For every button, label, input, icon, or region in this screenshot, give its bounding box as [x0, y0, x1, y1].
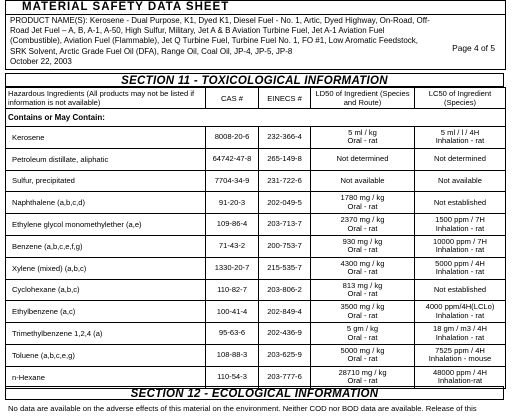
- cas-number: 95-63-6: [218, 328, 246, 338]
- cell-ld50: [311, 192, 415, 214]
- ld50-value: 5 ml / kg: [348, 127, 377, 137]
- lc50-value: 7525 ppm / 4H: [435, 345, 485, 355]
- ingredient-name: Xylene (mixed) (a,b,c): [12, 263, 87, 273]
- cell-cas: [206, 279, 259, 301]
- cell-cas: [206, 148, 259, 170]
- lc50-value: 10000 ppm / 7H: [432, 236, 488, 246]
- cell-ingredient: [6, 279, 206, 301]
- lc50-value: 5 ml / l / 4H: [440, 127, 480, 137]
- cell-cas: [206, 127, 259, 149]
- cell-ld50: [311, 257, 415, 279]
- cell-einecs: [259, 301, 311, 323]
- lc50-value: Not determined: [434, 153, 486, 163]
- cell-lc50: [415, 235, 506, 257]
- cell-ld50: [311, 279, 415, 301]
- ld50-value: 3500 mg / kg: [340, 302, 385, 312]
- ingredient-name: Ethylene glycol monomethylether (a,e): [12, 220, 142, 230]
- table-row: [6, 235, 506, 257]
- cell-cas: [206, 323, 259, 345]
- ld50-route: Oral - rat: [347, 136, 378, 146]
- ingredient-name: Sulfur, precipitated: [12, 176, 75, 186]
- cell-einecs: [259, 323, 311, 345]
- ld50-value: 4300 mg / kg: [340, 258, 385, 268]
- cell-ingredient: [6, 366, 206, 388]
- einecs-number: 203-713-7: [267, 219, 302, 229]
- lc50-route: Inhalation - rat: [435, 310, 485, 320]
- cell-ld50: [311, 214, 415, 236]
- header-cas: CAS #: [206, 88, 259, 109]
- cell-ld50: [311, 344, 415, 366]
- cell-cas: [206, 366, 259, 388]
- cas-number: 110-82-7: [217, 284, 247, 294]
- ingredient-name: Trimethylbenzene 1,2,4 (a): [12, 329, 103, 339]
- einecs-number: 203-806-2: [267, 284, 302, 294]
- product-names-label: PRODUCT NAME(S):: [10, 16, 88, 25]
- einecs-number: 265-149-8: [267, 153, 302, 163]
- cell-ingredient: [6, 192, 206, 214]
- cell-einecs: [259, 170, 311, 192]
- cell-lc50: [415, 148, 506, 170]
- einecs-number: 203-625-9: [267, 350, 302, 360]
- ingredient-name: n-Hexane: [12, 372, 45, 382]
- einecs-number: 203-777-6: [267, 371, 302, 381]
- header-lc50: LC50 of Ingredient (Species): [415, 88, 506, 109]
- ld50-value: 930 mg / kg: [342, 236, 383, 246]
- ld50-route: Oral - rat: [347, 267, 378, 277]
- einecs-number: 202-049-5: [267, 197, 302, 207]
- lc50-value: 18 gm / m3 / 4H: [432, 324, 488, 334]
- cell-ingredient: [6, 127, 206, 149]
- ld50-route: Oral - rat: [347, 376, 378, 386]
- ingredient-name: Benzene (a,b,c,e,f,g): [12, 241, 83, 251]
- cell-ingredient: [6, 257, 206, 279]
- lc50-route: Inhalation - rat: [435, 267, 485, 277]
- ingredient-name: Cyclohexane (a,b,c): [12, 285, 80, 295]
- sheet-title: MATERIAL SAFETY DATA SHEET: [22, 1, 230, 13]
- cell-ld50: [311, 301, 415, 323]
- header-ld50: LD50 of Ingredient (Species and Route): [311, 88, 415, 109]
- lc50-value: Not available: [438, 175, 482, 185]
- cell-lc50: [415, 344, 506, 366]
- cell-einecs: [259, 214, 311, 236]
- table-row: [6, 170, 506, 192]
- ld50-value: 5 gm / kg: [346, 324, 379, 334]
- cell-einecs: [259, 344, 311, 366]
- cell-einecs: [259, 148, 311, 170]
- cell-ingredient: [6, 301, 206, 323]
- section-12-title: SECTION 12 - ECOLOGICAL INFORMATION: [5, 386, 504, 400]
- ld50-value: Not available: [340, 175, 385, 185]
- einecs-number: 231-722-6: [267, 175, 302, 185]
- table-row: [6, 148, 506, 170]
- ld50-route: Oral - rat: [347, 245, 378, 255]
- cell-ingredient: [6, 323, 206, 345]
- header-ingredients: Hazardous Ingredients (All products may not be listed if information is not available): [6, 88, 206, 109]
- lc50-route: Inhalation-rat: [437, 376, 483, 386]
- cell-cas: [206, 192, 259, 214]
- document-date: October 22, 2003: [10, 57, 72, 66]
- header-einecs: EINECS #: [259, 88, 311, 109]
- cell-ld50: [311, 127, 415, 149]
- ld50-route: Oral - rat: [347, 332, 378, 342]
- ld50-value: 28710 mg / kg: [338, 367, 387, 377]
- cell-lc50: [415, 127, 506, 149]
- ld50-route: Oral - rat: [347, 354, 378, 364]
- cell-cas: [206, 257, 259, 279]
- ld50-route: Oral - rat: [347, 223, 378, 233]
- lc50-route: Inhalation - rat: [435, 136, 485, 146]
- einecs-number: 200-753-7: [267, 241, 302, 251]
- ingredient-name: Toluene (a,b,c,e,g): [12, 350, 75, 360]
- sheet-header: [5, 0, 506, 15]
- table-row: [6, 257, 506, 279]
- cell-einecs: [259, 279, 311, 301]
- cell-ld50: [311, 323, 415, 345]
- lc50-value: 5000 ppm / 4H: [435, 258, 485, 268]
- lc50-value: 1500 ppm / 7H: [435, 215, 485, 225]
- lc50-value: Not established: [433, 284, 487, 294]
- ingredient-name: Ethylbenzene (a,c): [12, 307, 76, 317]
- page-number: Page 4 of 5: [452, 43, 495, 53]
- cell-einecs: [259, 235, 311, 257]
- ld50-route: Oral - rat: [347, 310, 378, 320]
- cell-lc50: [415, 301, 506, 323]
- cas-number: 71-43-2: [218, 241, 246, 251]
- lc50-value: 48000 ppm / 4H: [432, 367, 488, 377]
- cell-lc50: [415, 323, 506, 345]
- cell-einecs: [259, 257, 311, 279]
- cell-lc50: [415, 279, 506, 301]
- cell-ingredient: [6, 344, 206, 366]
- lc50-route: Inhalation - rat: [435, 223, 485, 233]
- cas-number: 8008-20-6: [214, 132, 250, 142]
- cell-einecs: [259, 127, 311, 149]
- cell-ld50: [311, 235, 415, 257]
- group-label: Contains or May Contain:: [6, 109, 506, 127]
- ld50-route: Oral - rat: [347, 288, 378, 298]
- table-row: [6, 344, 506, 366]
- cas-number: 109-86-4: [216, 219, 248, 229]
- table-row: [6, 127, 506, 149]
- table-row: [6, 323, 506, 345]
- cell-ingredient: [6, 170, 206, 192]
- table-header-row: [6, 88, 506, 109]
- ld50-value: Not determined: [336, 153, 389, 163]
- cell-lc50: [415, 366, 506, 388]
- cas-number: 1330-20-7: [214, 262, 250, 272]
- cell-cas: [206, 214, 259, 236]
- cell-cas: [206, 170, 259, 192]
- product-names-text: Kerosene - Dual Purpose, K1, Dyed K1, Diesel Fuel - No. 1, Artic, Dyed Highway, On-Road, Off-Road Jet Fuel – A, B, A-1, A-50, High Sulfur, Military, Jet A & B Aviation Turbine Fuel, Jet A-1 Aviation Fuel (Combustible), Aviation Fuel (Flammable), Jet Q Turbine Fuel, Turbine Fuel No. 1, FO #1, Low Aromatic Feedstock, SRK Solvent, Arctic Grade Fuel Oil (DFA), Range Oil, Coal Oil, JP-4, JP-5, JP-8: [10, 16, 430, 56]
- cell-ingredient: [6, 235, 206, 257]
- ld50-value: 5000 mg / kg: [340, 345, 385, 355]
- cell-ld50: [311, 170, 415, 192]
- einecs-number: 202-436-9: [267, 328, 302, 338]
- einecs-number: 202-849-4: [267, 306, 302, 316]
- table-row: [6, 366, 506, 388]
- cell-lc50: [415, 192, 506, 214]
- lc50-route: Inhalation - mouse: [428, 354, 492, 364]
- cas-number: 100-41-4: [216, 306, 248, 316]
- cas-number: 110-54-3: [217, 371, 247, 381]
- cas-number: 91-20-3: [218, 197, 246, 207]
- product-names: [10, 16, 430, 57]
- ecological-text: No data are available on the adverse effects of this material on the environment. Neither COD nor BOD data are available. Release of this: [8, 404, 477, 413]
- cell-lc50: [415, 257, 506, 279]
- cell-lc50: [415, 214, 506, 236]
- table-row: [6, 301, 506, 323]
- cell-einecs: [259, 192, 311, 214]
- cell-einecs: [259, 366, 311, 388]
- cell-ingredient: [6, 214, 206, 236]
- cell-cas: [206, 235, 259, 257]
- einecs-number: 232-366-4: [267, 132, 302, 142]
- toxicology-table: [5, 87, 506, 389]
- ingredient-name: Kerosene: [12, 132, 45, 142]
- einecs-number: 215-535-7: [267, 262, 302, 272]
- table-row: [6, 279, 506, 301]
- cell-cas: [206, 344, 259, 366]
- cas-number: 64742-47-8: [212, 153, 252, 163]
- section-11-title: SECTION 11 - TOXICOLOGICAL INFORMATION: [5, 73, 504, 87]
- table-row: [6, 192, 506, 214]
- product-info-box: [5, 14, 506, 70]
- cas-number: 108-88-3: [216, 350, 248, 360]
- lc50-value: Not established: [433, 197, 487, 207]
- ingredient-name: Naphthalene (a,b,c,d): [12, 198, 86, 208]
- group-row: [6, 109, 506, 127]
- ld50-value: 2370 mg / kg: [340, 215, 385, 225]
- table-row: [6, 214, 506, 236]
- lc50-route: Inhalation - rat: [435, 245, 485, 255]
- lc50-value: 4000 ppm/4H(LCLo): [425, 302, 495, 312]
- lc50-route: Inhalation - rat: [435, 332, 485, 342]
- ld50-value: 1780 mg / kg: [340, 193, 385, 203]
- ld50-value: 813 mg / kg: [342, 280, 383, 290]
- cell-ld50: [311, 366, 415, 388]
- cell-ld50: [311, 148, 415, 170]
- ingredient-name: Petroleum distillate, aliphatic: [12, 154, 109, 164]
- ld50-route: Oral - rat: [347, 201, 378, 211]
- cell-ingredient: [6, 148, 206, 170]
- cell-lc50: [415, 170, 506, 192]
- cas-number: 7704-34-9: [214, 175, 250, 185]
- cell-cas: [206, 301, 259, 323]
